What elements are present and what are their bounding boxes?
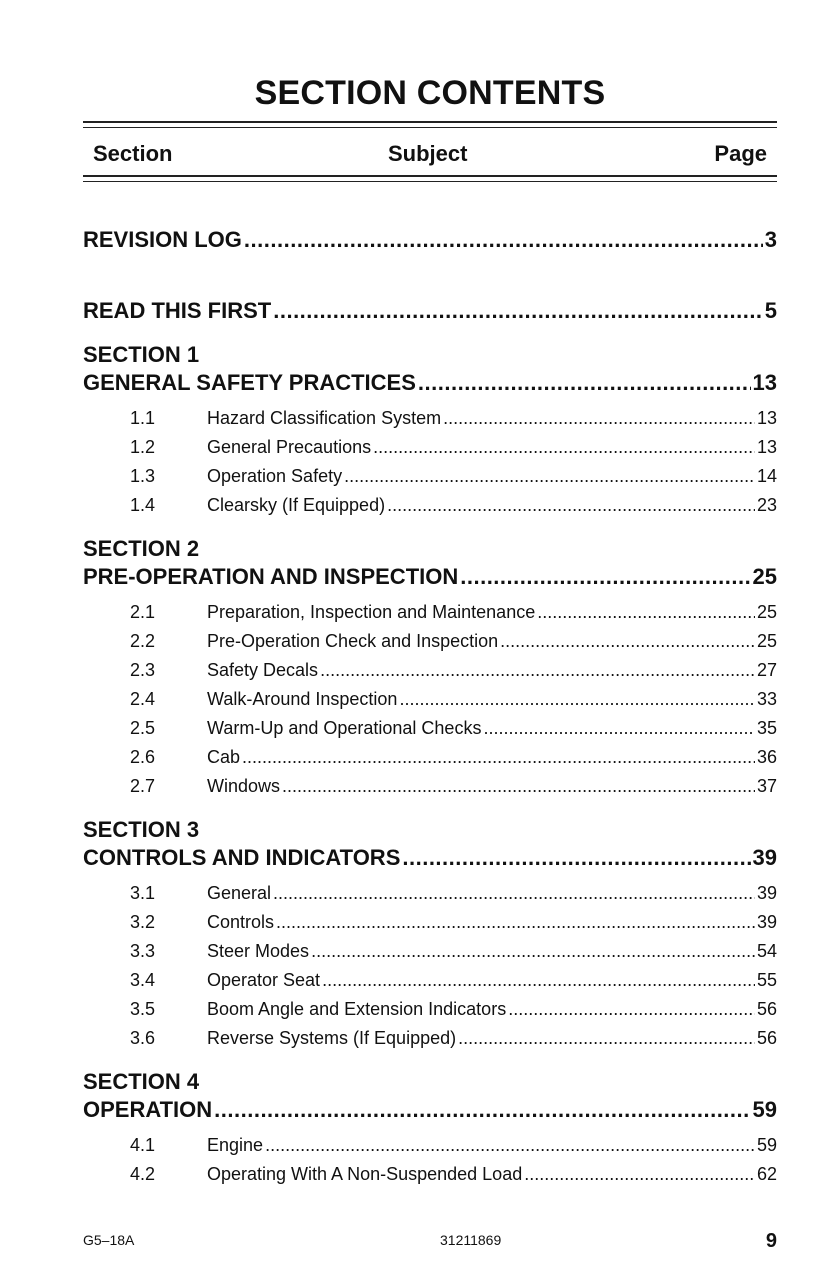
leader-dots [443,408,755,429]
toc-section-4[interactable] [83,1097,777,1123]
item-page: 23 [756,495,777,515]
toc-item[interactable] [83,437,777,458]
toc-item[interactable] [83,495,777,516]
item-number: 2.1 [130,602,156,622]
item-page: 25 [756,602,777,622]
leader-dots [244,227,763,253]
item-page: 25 [756,631,777,651]
item-page: 13 [756,408,777,428]
item-page: 56 [756,999,777,1019]
toc-entry-revision-log[interactable] [83,227,777,253]
leader-dots [524,1164,755,1185]
item-label: Walk-Around Inspection [207,689,398,709]
item-page: 55 [756,970,777,990]
toc-entry-label: READ THIS FIRST [83,298,272,323]
item-number: 2.2 [130,631,156,651]
leader-dots [418,370,751,396]
leader-dots [311,941,755,962]
item-label: Pre-Operation Check and Inspection [207,631,499,651]
leader-dots [483,718,755,739]
toc-entry-page: 5 [764,298,777,323]
section-page: 39 [752,845,777,870]
item-page: 62 [756,1164,777,1184]
toc-entry-read-this-first[interactable] [83,298,777,324]
item-number: 1.4 [130,495,156,515]
section-title: CONTROLS AND INDICATORS [83,845,401,870]
toc-item[interactable] [83,999,777,1020]
item-page: 39 [756,883,777,903]
item-label: Controls [207,912,275,932]
section-page: 13 [752,370,777,395]
item-number: 2.4 [130,689,156,709]
toc-item[interactable] [83,912,777,933]
toc-item[interactable] [83,883,777,904]
header-bottom-rule [83,175,777,182]
leader-dots [320,660,755,681]
column-header-page: Page [714,141,767,166]
toc-section-3[interactable] [83,845,777,871]
column-headers [83,141,777,169]
item-label: Boom Angle and Extension Indicators [207,999,507,1019]
leader-dots [373,437,755,458]
footer-model: G5–18A [83,1232,135,1248]
column-header-subject: Subject [388,141,468,166]
item-label: Cab [207,747,241,767]
item-page: 37 [756,776,777,796]
leader-dots [322,970,755,991]
item-page: 56 [756,1028,777,1048]
toc-item[interactable] [83,660,777,681]
toc-item[interactable] [83,1164,777,1185]
toc-section-1[interactable] [83,370,777,396]
item-label: Clearsky (If Equipped) [207,495,386,515]
footer-part-number: 31211869 [440,1232,502,1248]
item-number: 2.7 [130,776,156,796]
leader-dots [214,1097,750,1123]
page-title: SECTION CONTENTS [254,74,606,112]
toc-item[interactable] [83,466,777,487]
leader-dots [242,747,755,768]
section-page: 59 [752,1097,777,1122]
section-title: GENERAL SAFETY PRACTICES [83,370,416,395]
toc-item[interactable] [83,776,777,797]
leader-dots [387,495,755,516]
column-header-section: Section [93,141,173,166]
toc-item[interactable] [83,408,777,429]
item-page: 59 [756,1135,777,1155]
item-number: 3.3 [130,941,156,961]
item-label: Hazard Classification System [207,408,442,428]
leader-dots [460,564,750,590]
item-label: Operation Safety [207,466,343,486]
item-label: General [207,883,272,903]
item-number: 4.1 [130,1135,156,1155]
item-page: 35 [756,718,777,738]
toc-item[interactable] [83,602,777,623]
section-title: PRE-OPERATION AND INSPECTION [83,564,459,589]
leader-dots [458,1028,755,1049]
item-label: Engine [207,1135,264,1155]
section-4-number: SECTION 4 [83,1069,200,1094]
footer-page-number: 9 [765,1230,777,1252]
toc-entry-label: REVISION LOG [83,227,242,252]
item-number: 1.3 [130,466,156,486]
toc-item[interactable] [83,718,777,739]
item-number: 3.6 [130,1028,156,1048]
header-top-rule [83,121,777,128]
item-number: 3.1 [130,883,156,903]
item-label: Reverse Systems (If Equipped) [207,1028,457,1048]
item-number: 3.4 [130,970,156,990]
item-number: 2.5 [130,718,156,738]
leader-dots [399,689,755,710]
item-label: Safety Decals [207,660,319,680]
leader-dots [273,298,763,324]
section-page: 25 [752,564,777,589]
item-page: 27 [756,660,777,680]
item-page: 33 [756,689,777,709]
toc-item[interactable] [83,1135,777,1156]
toc-item[interactable] [83,1028,777,1049]
item-page: 54 [756,941,777,961]
toc-item[interactable] [83,747,777,768]
leader-dots [402,845,750,871]
item-label: Operator Seat [207,970,321,990]
item-number: 3.5 [130,999,156,1019]
item-label: Operating With A Non-Suspended Load [207,1164,523,1184]
item-label: General Precautions [207,437,372,457]
item-page: 14 [756,466,777,486]
toc-item[interactable] [83,631,777,652]
item-page: 39 [756,912,777,932]
section-3-number: SECTION 3 [83,817,200,842]
section-title: OPERATION [83,1097,213,1122]
leader-dots [500,631,755,652]
leader-dots [282,776,755,797]
leader-dots [508,999,755,1020]
section-2-number: SECTION 2 [83,536,200,561]
item-number: 1.1 [130,408,156,428]
toc-item[interactable] [83,970,777,991]
leader-dots [265,1135,755,1156]
toc-entry-page: 3 [764,227,777,252]
item-label: Warm-Up and Operational Checks [207,718,482,738]
toc-item[interactable] [83,941,777,962]
item-label: Preparation, Inspection and Maintenance [207,602,536,622]
item-page: 13 [756,437,777,457]
toc-section-2[interactable] [83,564,777,590]
item-number: 4.2 [130,1164,156,1184]
item-number: 3.2 [130,912,156,932]
leader-dots [276,912,755,933]
toc-item[interactable] [83,689,777,710]
item-number: 2.6 [130,747,156,767]
section-1-number: SECTION 1 [83,342,200,367]
leader-dots [273,883,755,904]
leader-dots [344,466,755,487]
item-label: Steer Modes [207,941,310,961]
leader-dots [537,602,755,623]
item-label: Windows [207,776,281,796]
item-number: 1.2 [130,437,156,457]
item-number: 2.3 [130,660,156,680]
item-page: 36 [756,747,777,767]
